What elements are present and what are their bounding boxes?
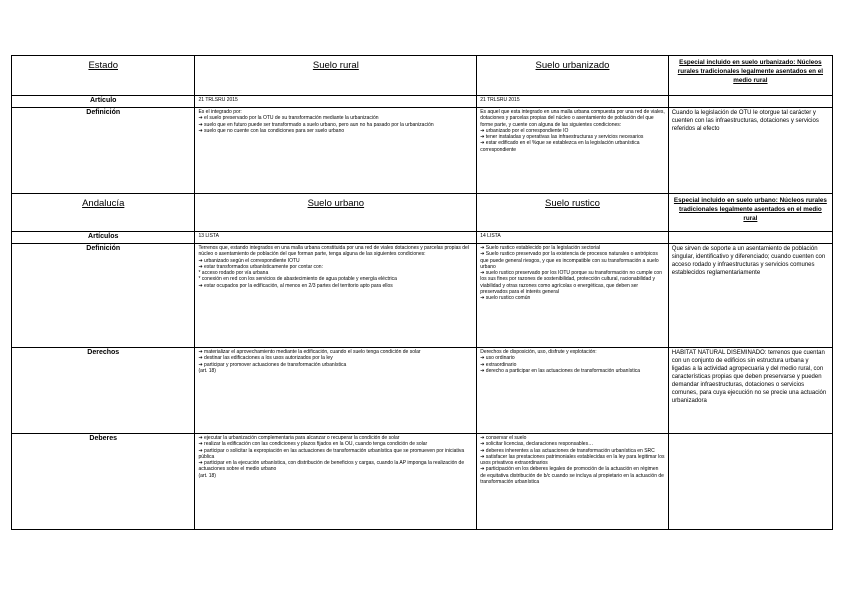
definicion-rustico	[477, 244, 669, 348]
header-estado: Estado	[12, 56, 195, 96]
derechos-urbano-line: (art. 18)	[198, 367, 216, 374]
deberes-urbano-line: ➔ realizar la edificación con las condiciones y plazos fijados en la OU, cuando tenga condición de solar	[198, 441, 428, 448]
table2-derechos-row	[12, 348, 833, 434]
deberes-rustico-line: ➔ deberes inherentes a las actuaciones de transformación urbanística en SRC	[480, 447, 655, 454]
definicion-urbano	[195, 244, 477, 348]
table1-header-row	[12, 56, 833, 96]
definicion-urbano-line: * conexión en red con los servicios de abastecimiento de agua potable y energía eléctrica	[198, 276, 397, 283]
derechos-rustico-line: ➔ derecho a participar en las actuaciones de transformación urbanística	[480, 367, 641, 374]
row-label-deberes: Deberes	[12, 434, 195, 530]
derechos-rustico	[477, 348, 669, 434]
articulo-rural: 21 TRLSRU 2015	[195, 96, 477, 108]
deberes-rustico-line: ➔ satisfacer las prestaciones patrimoniales establecidas en la ley para legitimar los usos privativos extraordinarios	[480, 453, 665, 467]
table2-articulos-row	[12, 232, 833, 244]
header-suelo-rural: Suelo rural	[195, 56, 477, 96]
articulo-urbanizado: 21 TRLSRU 2015	[477, 96, 669, 108]
table2-header-row	[12, 194, 833, 232]
header-suelo-urbanizado: Suelo urbanizado	[477, 56, 669, 96]
definicion-rustico-line: ➔ Suelo rustico establecido por la legislación sectorial	[480, 245, 601, 251]
articulos-especial	[668, 232, 832, 244]
definicion-urbano-line: ➔ urbanizado según el correspondiente IOTU	[198, 257, 300, 264]
derechos-urbano-line: ➔ destinar las edificaciones a los usos autorizados por la ley	[198, 355, 333, 362]
deberes-urbano-line: ➔ participar en la ejecución urbanística, con distribución de beneficios y cargas, cuando la AP imponga la realización de actuaciones sobre el medio urbano	[198, 460, 465, 473]
definicion-urbanizado-line: ➔ estar edificado en el %que se establezca en la legislación urbanística correspondiente	[480, 140, 640, 153]
deberes-urbano-line: ➔ ejecutar la urbanización complementaria para alcanzar o recuperar la condición de solar	[198, 435, 400, 441]
articulos-rustico: 14 LISTA	[477, 232, 669, 244]
deberes-rustico-line: ➔ solicitar licencias, declaraciones responsables…	[480, 441, 594, 448]
definicion-rural-line: Es el integrado por:	[198, 109, 242, 115]
derechos-rustico-line: ➔ uso ordinario	[480, 355, 515, 362]
definicion-urbanizado-line: ➔ tener instaladas y operativas las infraestructuras y servicios necesarios	[480, 134, 644, 141]
deberes-rustico	[477, 434, 669, 530]
articulos-urbano: 13 LISTA	[195, 232, 477, 244]
definicion-rural	[195, 108, 477, 194]
derechos-urbano-line: ➔ materializar el aprovechamiento mediante la edificación, cuando el suelo tenga condición de solar	[198, 349, 421, 355]
definicion-rustico-line: ➔ suelo rustico común	[480, 295, 531, 302]
definicion-rural-line: ➔ el suelo preservado por la OTU de su transformación mediante la urbanización	[198, 115, 379, 122]
row-label-definicion: Definición	[12, 108, 195, 194]
derechos-rustico-line: ➔ extraordinario	[480, 361, 517, 368]
row-label-definicion-andalucia: Definición	[12, 244, 195, 348]
derechos-especial: HABITAT NATURAL DISEMINADO: terrenos que cuentan con un conjunto de edificios sin estructura urbana y ligadas a la actividad agropecuaria y del medio rural, con características propias que deben preservarse y pueden demandar infraestructuras, dotaciones o servicios comunes, para cuya ejecución no se precie una actuación urbanizadora	[668, 348, 832, 434]
header-especial-urbano: Especial incluido en suelo urbano: Núcleos rurales tradicionales legalmente asentados en el medio rural	[668, 194, 832, 232]
deberes-rustico-line: ➔ participación en los deberes legales de promoción de la actuación en régimen de equitativa distribución de b/c cuando se incluya al propietario en la actuación de transformación urbanística	[480, 466, 664, 486]
land-classification-table	[11, 55, 833, 530]
definicion-especial-urbano: Que sirven de soporte a un asentamiento de población singular, identificativo y diferenciado; cuando cuenten con acceso rodado y infraestructuras y servicios comunes establecidos reglamentariamente	[668, 244, 832, 348]
deberes-especial	[668, 434, 832, 530]
header-suelo-urbano: Suelo urbano	[195, 194, 477, 232]
definicion-especial: Cuando la legislación de OTU le otorgue tal carácter y cuenten con las infraestructuras, dotaciones y servicios referidos al efecto	[668, 108, 832, 194]
derechos-urbano	[195, 348, 477, 434]
definicion-urbano-line: ➔ estar ocupados por la edificación, al menos en 2/3 partes del territorio apto para ellos	[198, 282, 393, 289]
derechos-rustico-line: Derechos de disposición, uso, disfrute y explotación:	[480, 349, 597, 355]
table2-definicion-row	[12, 244, 833, 348]
deberes-urbano-line: ➔ participar o solicitar la expropiación en las actuaciones de transformación urbanística que se promueven por iniciativa pública	[198, 447, 465, 460]
comparison-document	[11, 55, 833, 530]
definicion-rural-line: ➔ suelo que no cuente con las condiciones para ser suelo urbano	[198, 127, 345, 134]
deberes-urbano	[195, 434, 477, 530]
definicion-urbanizado-line: ➔ urbanizado por el correspondiente IO	[480, 127, 569, 134]
articulo-especial	[668, 96, 832, 108]
definicion-urbano-line: ➔ estar transformados urbanísticamente por contar con:	[198, 263, 323, 270]
table2-deberes-row	[12, 434, 833, 530]
table1-articulo-row	[12, 96, 833, 108]
header-especial-urbanizado: Especial incluido en suelo urbanizado: Núcleos rurales tradicionales legalmente asentados en el medio rural	[668, 56, 832, 96]
definicion-urbano-line: * acceso rodado por vía urbana	[198, 270, 269, 277]
row-label-articulos: Artículos	[12, 232, 195, 244]
definicion-urbanizado-line: Es aquel que esta integrado en una malla urbana compuesta por una red de viales, dotaciones y parcelas propias del núcleo o asentamiento de población del que forme parte, y cuente con alguna de las siguientes condiciones:	[480, 109, 665, 128]
definicion-urbanizado	[477, 108, 669, 194]
definicion-rustico-line: ➔ suelo rustico preservado por los IOTU porque su transformación no cumple con los sus fines por razones de sostenibilidad, protección cultural, racionabilidad y viabilidad y otras razones como agrícolas o energéticas, que deben ser preservados para el interés general	[480, 270, 662, 296]
definicion-rustico-line: ➔ Suelo rustico preservado por la existencia de procesos naturales o antrópicos que puede general riesgos, y que es incompatible con su transformación a suelo urbano	[480, 251, 659, 270]
header-andalucia: Andalucía	[12, 194, 195, 232]
header-suelo-rustico: Suelo rustico	[477, 194, 669, 232]
definicion-rural-line: ➔ suelo que en futuro puede ser transformado a suelo urbano, pero aun no ha pasado por la urbanización	[198, 121, 434, 128]
deberes-rustico-line: ➔ conservar el suelo	[480, 435, 527, 441]
row-label-derechos: Derechos	[12, 348, 195, 434]
deberes-urbano-line: (art. 18)	[198, 472, 216, 479]
derechos-urbano-line: ➔ participar y promover actuaciones de transformación urbanística	[198, 361, 347, 368]
definicion-urbano-line: Terrenos que, estando integrados en una malla urbana constituida por una red de viales dotaciones y parcelas propias del núcleo o asentamiento de población del que forman parte, tenga alguna de las siguientes condiciones:	[198, 245, 469, 258]
row-label-articulo: Artículo	[12, 96, 195, 108]
table1-definicion-row	[12, 108, 833, 194]
